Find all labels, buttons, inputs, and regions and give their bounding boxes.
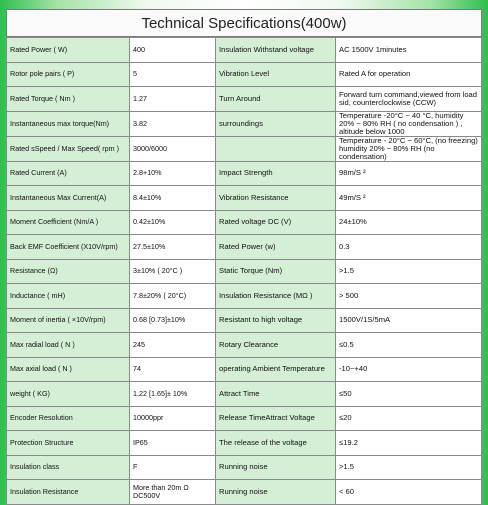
spec-sheet (6, 9, 482, 500)
table-row (7, 136, 482, 161)
spec-label: Vibration Level (216, 62, 336, 87)
spec-label: operating Ambient Temperature (216, 357, 336, 382)
spec-label: Insulation Resistance (MΩ ) (216, 284, 336, 309)
spec-value: 1500V/1S/5mA (336, 308, 482, 333)
spec-value: < 60 (336, 480, 482, 505)
spec-label: Protection Structure (7, 431, 130, 456)
spec-value: 1.27 (130, 87, 216, 112)
table-row (7, 382, 482, 407)
spec-label: Moment Coefficient (Nm/A ) (7, 210, 130, 235)
spec-value: >1.5 (336, 455, 482, 480)
spec-value: ≤20 (336, 406, 482, 431)
spec-value: 3±10% ( 20°C ) (130, 259, 216, 284)
spec-label: weight ( KG) (7, 382, 130, 407)
spec-label: Rated sSpeed / Max Speed( rpm ) (7, 136, 130, 161)
table-row (7, 480, 482, 505)
spec-label: Insulation Withstand voltage (216, 38, 336, 63)
spec-value: More than 20m Ω DC500V (130, 480, 216, 505)
table-row (7, 87, 482, 112)
spec-label: Turn Around (216, 87, 336, 112)
spec-label: Max radial load ( N ) (7, 333, 130, 358)
spec-label (216, 136, 336, 161)
spec-value: ≤19.2 (336, 431, 482, 456)
spec-label: Rated Torque ( Nm ) (7, 87, 130, 112)
spec-label: Rotary Clearance (216, 333, 336, 358)
spec-value: 5 (130, 62, 216, 87)
spec-label: Rated Power (w) (216, 235, 336, 260)
spec-value: 1.22 [1.65]± 10% (130, 382, 216, 407)
spec-table (6, 37, 482, 505)
spec-label: Inductance ( mH) (7, 284, 130, 309)
spec-label: Attract Time (216, 382, 336, 407)
spec-label: Impact Strength (216, 161, 336, 186)
table-row (7, 431, 482, 456)
spec-label: Insulation Resistance (7, 480, 130, 505)
spec-value: 0.68 [0.73]±10% (130, 308, 216, 333)
spec-value: 3000/6000 (130, 136, 216, 161)
spec-label: Rated voltage DC (V) (216, 210, 336, 235)
spec-value: ≤0.5 (336, 333, 482, 358)
spec-label: Running noise (216, 455, 336, 480)
spec-value: 400 (130, 38, 216, 63)
spec-label: Release TimeAttract Voltage (216, 406, 336, 431)
table-row (7, 357, 482, 382)
spec-value: 8.4±10% (130, 186, 216, 211)
spec-value: >1.5 (336, 259, 482, 284)
spec-label: Resistant to high voltage (216, 308, 336, 333)
spec-value: 24±10% (336, 210, 482, 235)
spec-label: Back EMF Coefficient (X10V/rpm) (7, 235, 130, 260)
spec-label: Instantaneous Max Current(A) (7, 186, 130, 211)
spec-label: The release of the voltage (216, 431, 336, 456)
spec-value: 0.42±10% (130, 210, 216, 235)
spec-label: Rated Power ( W) (7, 38, 130, 63)
spec-value: Temperature - 20°C ~ 60°C, (no freezing) humidity 20% ~ 80% RH (no condensation) (336, 136, 482, 161)
table-row (7, 333, 482, 358)
spec-label: Encoder Resolution (7, 406, 130, 431)
spec-value: -10~+40 (336, 357, 482, 382)
spec-value: 10000ppr (130, 406, 216, 431)
page-title: Technical Specifications(400w) (6, 9, 482, 37)
table-row (7, 455, 482, 480)
spec-value: 49m/S ² (336, 186, 482, 211)
spec-value: > 500 (336, 284, 482, 309)
spec-label: Vibration Resistance (216, 186, 336, 211)
table-row (7, 210, 482, 235)
spec-label: Rated Current (A) (7, 161, 130, 186)
spec-value: 74 (130, 357, 216, 382)
table-row (7, 38, 482, 63)
spec-value: F (130, 455, 216, 480)
table-row (7, 284, 482, 309)
table-row (7, 406, 482, 431)
spec-label: Static Torque (Nm) (216, 259, 336, 284)
spec-value: 7.8±20% ( 20°C) (130, 284, 216, 309)
spec-label: Max axial load ( N ) (7, 357, 130, 382)
table-row (7, 186, 482, 211)
spec-value: ≤50 (336, 382, 482, 407)
spec-value: Forward turn command,viewed from load sid, counterclockwise (CCW) (336, 87, 482, 112)
spec-label: Resistance (Ω) (7, 259, 130, 284)
spec-value: AC 1500V 1minutes (336, 38, 482, 63)
table-row (7, 259, 482, 284)
spec-label: Rotor pole pairs ( P) (7, 62, 130, 87)
spec-label: Insulation class (7, 455, 130, 480)
spec-value: 2.8+10% (130, 161, 216, 186)
table-row (7, 235, 482, 260)
spec-value: Rated A for operation (336, 62, 482, 87)
table-row (7, 308, 482, 333)
table-row (7, 111, 482, 136)
spec-value: 0.3 (336, 235, 482, 260)
spec-label: Instantaneous max torque(Nm) (7, 111, 130, 136)
spec-value: 98m/S ² (336, 161, 482, 186)
table-row (7, 161, 482, 186)
spec-label: Running noise (216, 480, 336, 505)
spec-label: surroundings (216, 111, 336, 136)
spec-value: 3.82 (130, 111, 216, 136)
spec-label: Moment of inertia ( ×10V/rpm) (7, 308, 130, 333)
spec-value: IP65 (130, 431, 216, 456)
spec-value: Temperature -20°C ~ 40 °C, humidity 20% ~ 80% RH ( no condensation ) , altitude below 1000 (336, 111, 482, 136)
spec-value: 27.5±10% (130, 235, 216, 260)
table-row (7, 62, 482, 87)
spec-value: 245 (130, 333, 216, 358)
